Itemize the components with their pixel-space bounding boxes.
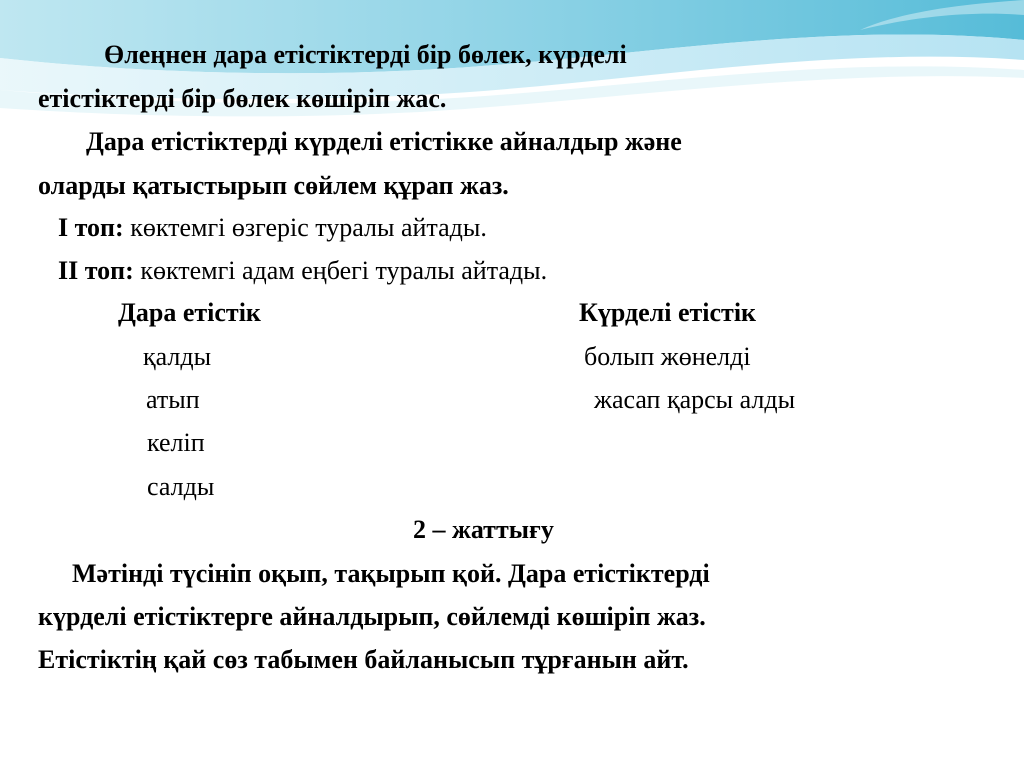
task1-line-1: Өлеңнен дара етістіктерді бір бөлек, күрделі	[104, 40, 627, 69]
task1-line-4: оларды қатыстырып сөйлем құрап жаз.	[38, 171, 509, 200]
exercise-2-line-1: Мәтінді түсініп оқып, тақырып қой. Дара етістіктерді	[72, 559, 710, 588]
group-1-text: көктемгі өзгеріс туралы айтады.	[123, 213, 487, 242]
group-1-label: І топ:	[58, 213, 124, 242]
compound-verb-header: Күрделі етістік	[579, 298, 757, 327]
group-2-text: көктемгі адам еңбегі туралы айтады.	[133, 256, 548, 285]
simple-verb-1: қалды	[143, 342, 212, 371]
compound-verb-1: болып жөнелді	[584, 342, 751, 371]
compound-verb-2: жасап қарсы алды	[594, 385, 796, 414]
simple-verb-header: Дара етістік	[118, 298, 261, 327]
exercise-2-line-2: күрделі етістіктерге айналдырып, сөйлемді көшіріп жаз.	[38, 602, 706, 631]
simple-verb-4: салды	[147, 472, 215, 501]
task1-line-2: етістіктерді бір бөлек көшіріп жас.	[38, 84, 447, 113]
group-2-line	[58, 256, 547, 286]
simple-verb-2: атып	[146, 385, 200, 414]
task1-line-3: Дара етістіктерді күрделі етістікке айналдыр және	[86, 127, 682, 156]
group-1-line	[58, 213, 487, 243]
simple-verb-3: келіп	[147, 428, 205, 457]
exercise-2-title: 2 – жаттығу	[413, 515, 554, 544]
exercise-2-line-3: Етістіктің қай сөз табымен байланысып тұрғанын айт.	[38, 645, 689, 674]
group-2-label: ІІ топ:	[58, 256, 134, 285]
